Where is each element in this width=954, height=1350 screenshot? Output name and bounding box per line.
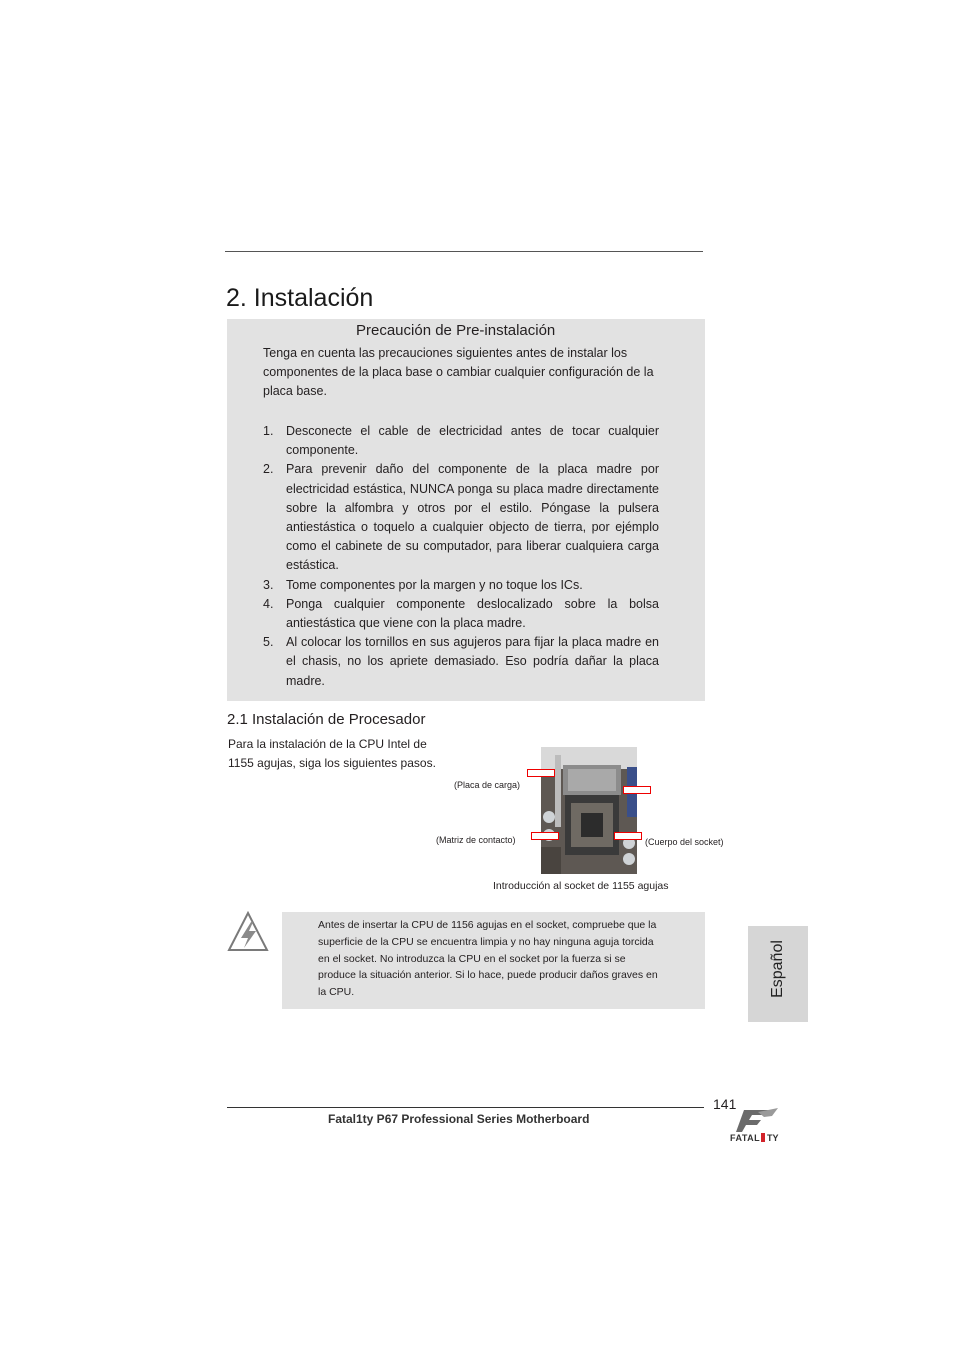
- contact-array-label: (Matriz de contacto): [436, 835, 516, 845]
- list-item: [263, 633, 659, 691]
- list-item-text: Tome componentes por la margen y no toque los ICs.: [286, 577, 583, 592]
- socket-body-label: (Cuerpo del socket): [645, 837, 724, 847]
- list-item: [263, 595, 659, 633]
- socket-photo-graphic: [541, 747, 637, 874]
- lightning-warning-icon: [227, 911, 269, 953]
- list-item: [263, 576, 659, 595]
- red-label-marker: [623, 786, 651, 794]
- list-item-text: Al colocar los tornillos en sus agujeros para fijar la placa madre en el chasis, no los apriete demasiado. Eso podría dañar la placa madre.: [286, 635, 659, 688]
- red-label-marker: [527, 769, 555, 777]
- list-item-number: 1.: [263, 424, 274, 438]
- precaution-list: [263, 422, 659, 691]
- top-divider: [225, 251, 703, 252]
- page-number: 141: [713, 1096, 737, 1112]
- list-item-text: Para prevenir daño del componente de la placa madre por electricidad estástica, NUNCA ponga su placa madre directamente sobre la alfombra y otros por el estilo. Póngase la pulsera antiestástica o toquelo a cualquier objecto de tierra, por ejémplo como el cabinete de su computador, para liberar cualquiera carga estástica.: [286, 462, 659, 573]
- list-item: [263, 422, 659, 460]
- figure-caption: Introducción al socket de 1155 agujas: [493, 880, 669, 892]
- list-item-number: 3.: [263, 577, 274, 592]
- warning-text: Antes de insertar la CPU de 1156 agujas en el socket, compruebe que la superficie de la CPU se encuentra limpia y no hay ninguna aguja torcida en el socket. No introduzca la CPU en el socket por la fuerza si se produce la situación anterior. Si lo hace, puede producir daños graves en la CPU.: [318, 919, 658, 999]
- footer-divider: [227, 1107, 704, 1108]
- precaution-intro: Tenga en cuenta las precauciones siguientes antes de instalar los componentes de la placa base o cambiar cualquier configuración de la placa base.: [263, 346, 654, 399]
- list-item-number: 4.: [263, 596, 274, 611]
- precaution-title: Precaución de Pre-instalación: [356, 322, 556, 339]
- list-item-number: 5.: [263, 635, 274, 650]
- red-label-marker: [614, 832, 642, 840]
- svg-text:TY: TY: [767, 1133, 779, 1143]
- socket-photo: [541, 747, 637, 874]
- list-item-text: Ponga cualquier componente deslocalizado sobre la bolsa antiestástica que viene con la placa madre.: [286, 596, 659, 631]
- red-label-marker: [531, 832, 559, 840]
- svg-text:FATAL: FATAL: [730, 1133, 761, 1143]
- section-title: 2.1 Instalación de Procesador: [227, 711, 426, 728]
- page-title: 2. Instalación: [226, 284, 374, 312]
- fatal1ty-logo: [728, 1106, 786, 1144]
- footer-text: Fatal1ty P67 Professional Series Motherboard: [328, 1112, 590, 1126]
- list-item: [263, 460, 659, 575]
- list-item-text: Desconecte el cable de electricidad antes de tocar cualquier componente.: [286, 424, 659, 458]
- load-plate-label: (Placa de carga): [454, 780, 521, 790]
- section-intro: Para la instalación de la CPU Intel de 1155 agujas, siga los siguientes pasos.: [228, 737, 436, 770]
- list-item-number: 2.: [263, 462, 274, 477]
- language-tab-label: Español: [769, 940, 786, 998]
